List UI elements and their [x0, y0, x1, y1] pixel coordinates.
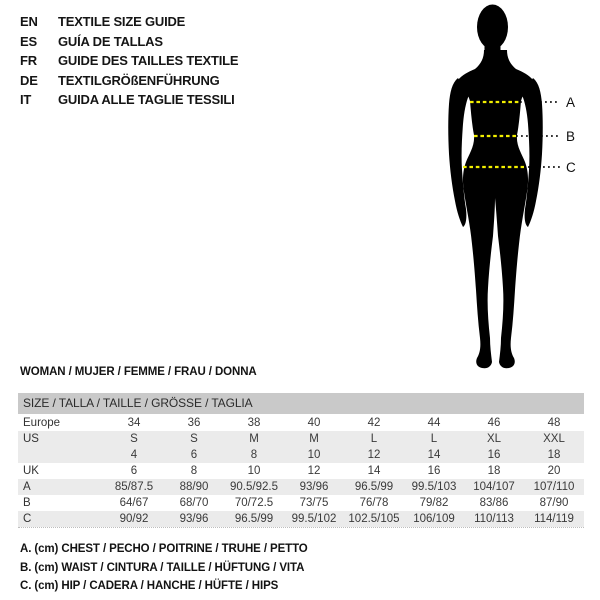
table-cell: 99.5/103 [411, 481, 457, 493]
silhouette-right-arm [522, 78, 543, 227]
language-row-it [20, 90, 238, 110]
table-cell: 34 [127, 417, 141, 429]
table-cell: 87/90 [539, 497, 569, 509]
table-cell: 10 [307, 449, 321, 461]
table-row-us-numbers [18, 447, 584, 463]
row-label: UK [23, 465, 39, 477]
table-cell: XL [486, 433, 502, 445]
table-cell: 4 [130, 449, 138, 461]
table-cell: 12 [307, 465, 321, 477]
language-label: TEXTILE SIZE GUIDE [58, 14, 186, 30]
marker-a-label: A [566, 95, 576, 110]
table-cell: 114/119 [534, 513, 574, 525]
woman-silhouette-figure [420, 0, 592, 378]
table-cell: 38 [247, 417, 261, 429]
table-cell: 16 [427, 465, 441, 477]
row-label: B [23, 497, 31, 509]
table-cell: 18 [547, 449, 561, 461]
language-code: FR [20, 53, 37, 69]
language-row-es [20, 32, 238, 52]
table-cell: 79/82 [419, 497, 449, 509]
table-cell: 93/96 [179, 513, 209, 525]
table-cell: 104/107 [473, 481, 515, 493]
measurement-legend [20, 540, 308, 596]
silhouette-body [458, 50, 533, 368]
table-cell: 16 [487, 449, 501, 461]
table-cell: S [190, 433, 198, 445]
table-cell: 42 [367, 417, 381, 429]
table-cell: 102.5/105 [348, 513, 400, 525]
table-cell: M [309, 433, 319, 445]
table-cell: S [130, 433, 138, 445]
table-cell: 83/86 [479, 497, 509, 509]
legend-waist: B. (cm) WAIST / CINTURA / TAILLE / HÜFTUNG / VITA [20, 561, 305, 574]
table-cell: 96.5/99 [234, 513, 274, 525]
table-cell: 107/110 [533, 481, 575, 493]
row-label: A [23, 481, 31, 493]
table-row-europe [18, 415, 584, 431]
table-cell: 110/113 [474, 513, 514, 525]
table-cell: 99.5/102 [291, 513, 337, 525]
row-label: Europe [23, 417, 61, 429]
table-cell: 12 [367, 449, 381, 461]
table-cell: 6 [190, 449, 198, 461]
table-cell: 8 [250, 449, 258, 461]
marker-c-label: C [566, 160, 576, 175]
table-cell: 90.5/92.5 [230, 481, 278, 493]
language-code: IT [20, 92, 32, 108]
table-title: WOMAN / MUJER / FEMME / FRAU / DONNA [20, 366, 257, 378]
table-cell: 106/109 [413, 513, 455, 525]
table-row-waist-b [18, 495, 584, 511]
table-row-us-letters [18, 431, 584, 447]
table-row-chest-a [18, 479, 584, 495]
table-cell: 73/75 [299, 497, 329, 509]
language-row-fr [20, 51, 238, 71]
table-cell: 18 [487, 465, 501, 477]
language-row-en [20, 12, 238, 32]
table-cell: 96.5/99 [354, 481, 394, 493]
language-code: DE [20, 72, 38, 88]
table-cell: XXL [543, 433, 565, 445]
size-table [18, 393, 584, 528]
table-cell: L [430, 433, 438, 445]
language-label: GUIDA ALLE TAGLIE TESSILI [58, 92, 235, 108]
legend-hip: C. (cm) HIP / CADERA / HANCHE / HÜFTE / HIPS [20, 580, 279, 592]
row-label: C [23, 513, 32, 525]
table-cell: M [249, 433, 259, 445]
table-cell: 10 [247, 465, 261, 477]
table-cell: 8 [190, 465, 198, 477]
size-table-header: SIZE / TALLA / TAILLE / GRÖSSE / TAGLIA [18, 393, 584, 414]
table-cell: 68/70 [179, 497, 209, 509]
language-row-de [20, 71, 238, 91]
table-cell: 46 [487, 417, 501, 429]
language-code: EN [20, 14, 38, 30]
table-row-hip-c [18, 511, 584, 527]
table-cell: 20 [547, 465, 561, 477]
table-cell: L [370, 433, 378, 445]
table-cell: 64/67 [119, 497, 149, 509]
marker-b-label: B [566, 129, 576, 144]
table-cell: 70/72.5 [234, 497, 274, 509]
table-cell: 90/92 [119, 513, 149, 525]
table-cell: 44 [427, 417, 441, 429]
table-cell: 14 [367, 465, 381, 477]
table-cell: 6 [130, 465, 138, 477]
language-label: TEXTILGRÖßENFÜHRUNG [58, 72, 220, 88]
table-cell: 36 [187, 417, 201, 429]
language-code: ES [20, 33, 37, 49]
table-cell: 40 [307, 417, 321, 429]
row-label [18, 447, 104, 463]
language-list [20, 12, 238, 110]
table-row-uk [18, 463, 584, 479]
table-cell: 85/87.5 [114, 481, 154, 493]
language-label: GUÍA DE TALLAS [58, 33, 163, 49]
row-label: US [23, 433, 39, 445]
silhouette-left-arm [448, 78, 469, 227]
table-cell: 88/90 [179, 481, 209, 493]
table-cell: 93/96 [299, 481, 329, 493]
table-cell: 48 [547, 417, 561, 429]
legend-chest: A. (cm) CHEST / PECHO / POITRINE / TRUHE / PETTO [20, 543, 308, 555]
table-cell: 14 [427, 449, 441, 461]
measurement-diagram [420, 0, 592, 378]
language-label: GUIDE DES TAILLES TEXTILE [58, 53, 239, 69]
table-cell: 76/78 [359, 497, 389, 509]
